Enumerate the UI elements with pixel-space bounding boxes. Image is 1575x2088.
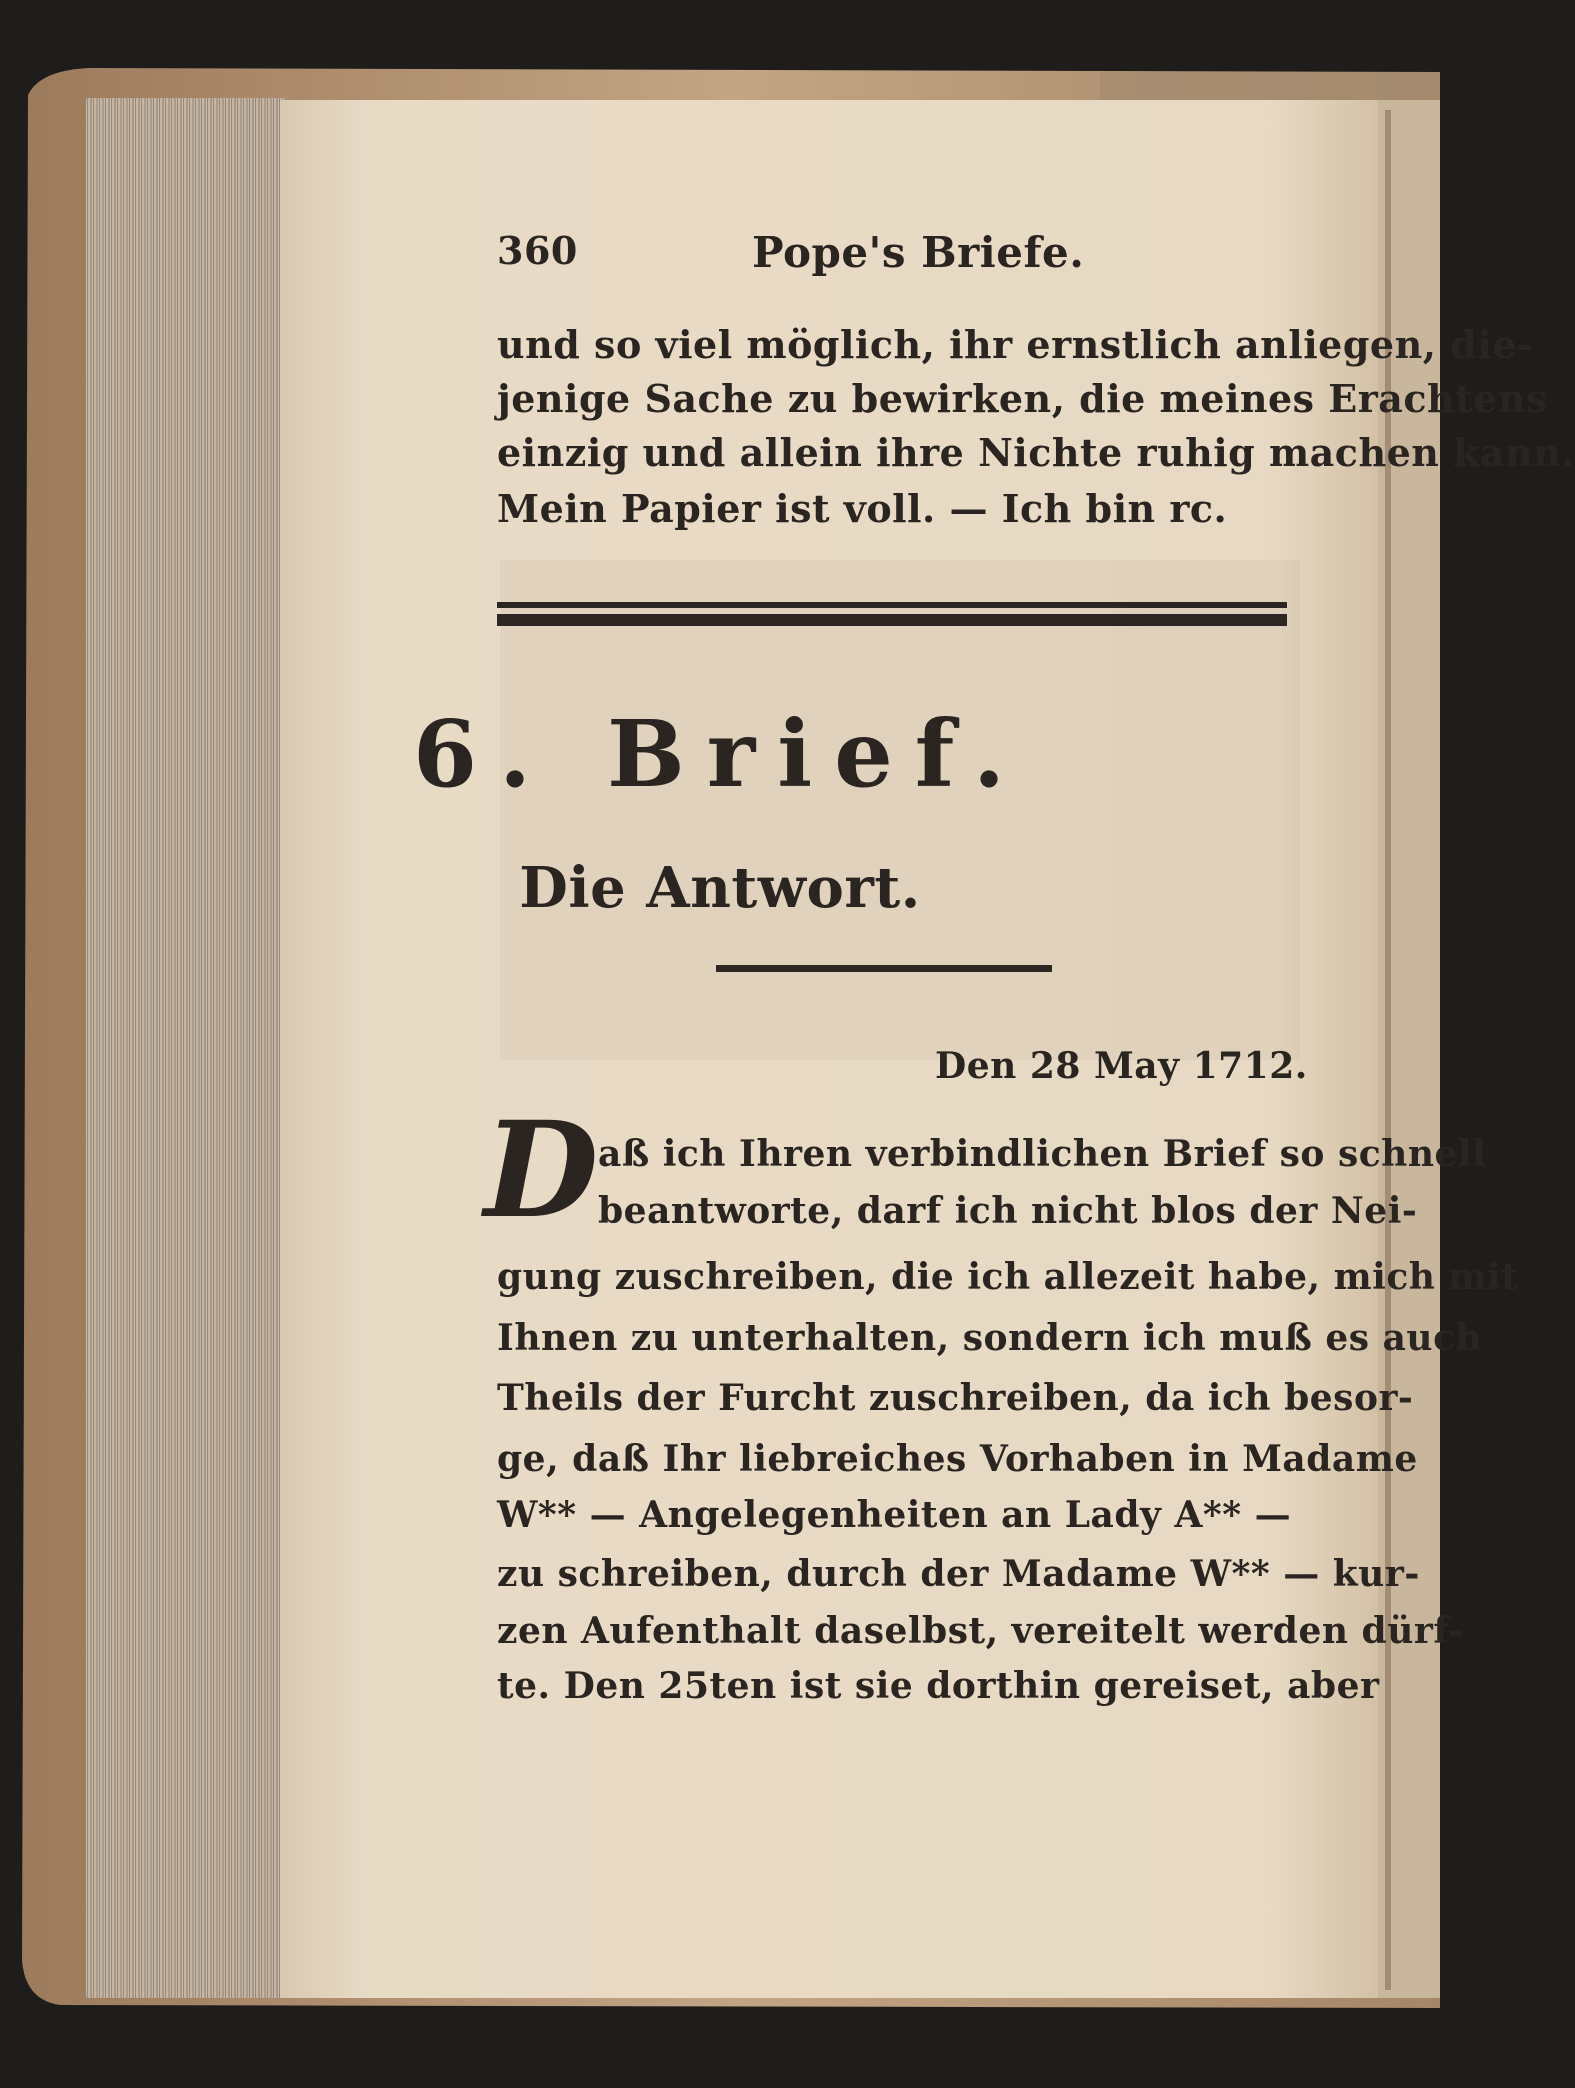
body-line: aß ich Ihren verbindlichen Brief so schnell [598, 1133, 1487, 1175]
body-line: zu schreiben, durch der Madame W** — kur- [497, 1553, 1420, 1595]
body-line: gung zuschreiben, die ich allezeit habe, mich mit [497, 1256, 1519, 1298]
page-number: 360 [497, 228, 578, 273]
carryover-line: einzig und allein ihre Nichte ruhig machen kann. [497, 430, 1575, 475]
carryover-line: und so viel möglich, ihr ernstlich anliegen, die- [497, 322, 1534, 367]
letter-subtitle: Die Antwort. [519, 855, 921, 921]
subtitle-rule [716, 965, 1052, 972]
body-line: zen Aufenthalt daselbst, vereitelt werden dürf- [497, 1610, 1464, 1652]
body-line: Theils der Furcht zuschreiben, da ich besor- [497, 1377, 1414, 1419]
section-rule-bottom [497, 614, 1287, 626]
body-line: te. Den 25ten ist sie dorthin gereiset, aber [497, 1665, 1380, 1707]
body-line: ge, daß Ihr liebreiches Vorhaben in Madame [497, 1438, 1418, 1480]
dateline: Den 28 May 1712. [935, 1045, 1308, 1087]
running-head: Pope's Briefe. [752, 228, 1085, 277]
body-line: W** — Angelegenheiten an Lady A** — [497, 1494, 1292, 1536]
carryover-line-last: Mein Papier ist voll. — Ich bin rc. [497, 486, 1228, 531]
section-rule-top [497, 602, 1287, 608]
body-line: Ihnen zu unterhalten, sondern ich muß es auch [497, 1317, 1483, 1359]
drop-cap: D [484, 1093, 599, 1248]
carryover-line: jenige Sache zu bewirken, die meines Erachtens [497, 376, 1548, 421]
letter-title: 6. Brief. [412, 700, 1028, 808]
body-line: beantworte, darf ich nicht blos der Nei- [598, 1190, 1418, 1232]
